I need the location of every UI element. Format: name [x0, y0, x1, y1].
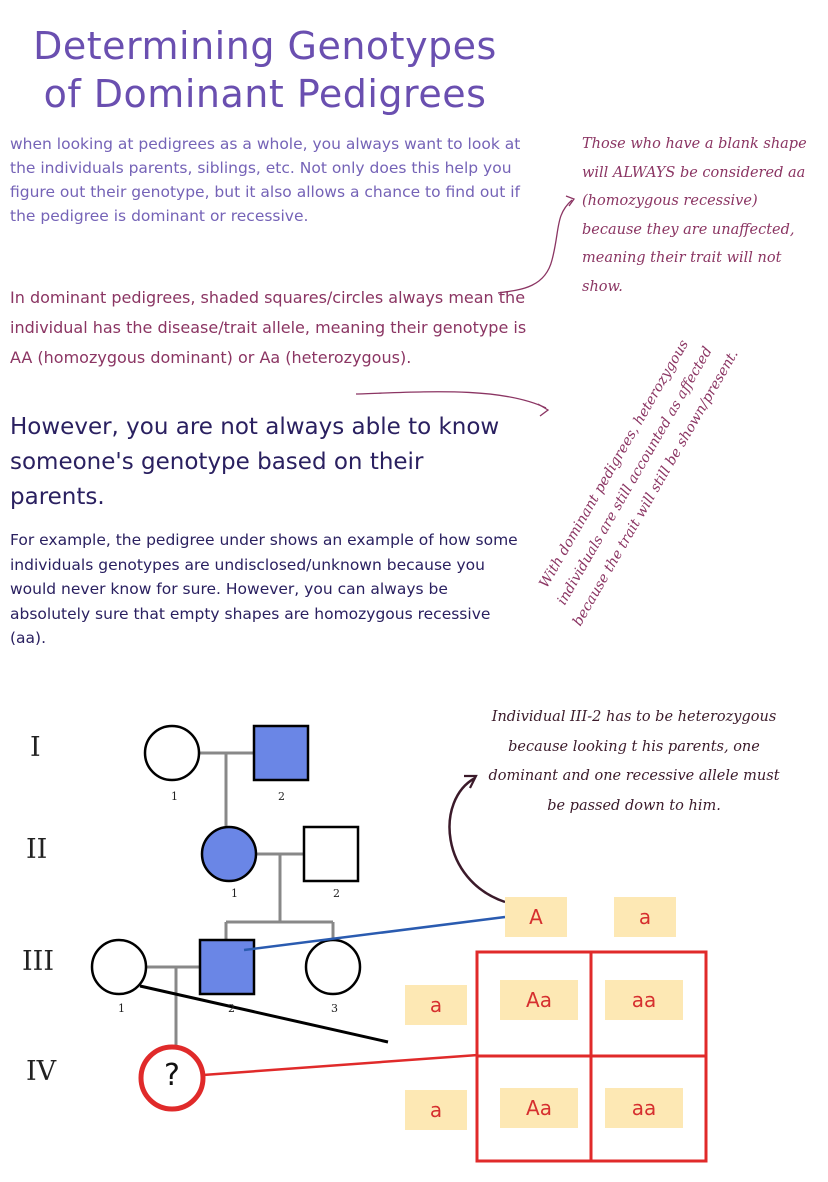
title-line-2: of Dominant Pedigrees: [43, 72, 487, 116]
generation-label-ii: II: [26, 834, 48, 865]
punnett-cell-2-1: Aa: [500, 1088, 578, 1128]
connector-iv-to-punnett: [203, 1055, 478, 1075]
individual-i-2: [254, 726, 308, 780]
individual-ii-1: [202, 827, 256, 881]
punnett-cell-2-2: aa: [605, 1088, 683, 1128]
heterozygous-note: With dominant pedigrees, heterozygous individuals are still accounted as affected because the trait will still be shown/present.: [536, 337, 742, 629]
number-i-1: 1: [171, 790, 178, 803]
arrow-iii2-note: [450, 778, 505, 902]
arrow-blank-note: [498, 200, 572, 293]
number-ii-2: 2: [333, 887, 340, 900]
arrow-hetero-note: [356, 392, 546, 408]
individual-iii2-note: Individual III-2 has to be heterozygous because looking t his parents, one dominant and one recessive allele must be passed down to him.: [488, 709, 780, 814]
generation-label-iii: III: [22, 946, 54, 977]
number-iii-2: 2: [228, 1002, 235, 1015]
number-iii-1: 1: [118, 1002, 125, 1015]
individual-iii-3: [306, 940, 360, 994]
blank-shape-note: Those who have a blank shape will ALWAYS be considered aa (homozygous recessive) because they are unaffected, meaning their trait will not show.: [582, 136, 807, 295]
allele-side-top: a: [405, 985, 467, 1025]
number-ii-1: 1: [231, 887, 238, 900]
allele-side-bottom: a: [405, 1090, 467, 1130]
number-i-2: 2: [278, 790, 285, 803]
unknown-question-mark: ?: [164, 1058, 180, 1093]
example-paragraph: For example, the pedigree under shows an example of how some individuals genotypes are undisclosed/unknown because you would never know for sure. However, you can always be absolutely sure that empty shapes are homozygous recessive (aa).: [10, 531, 518, 647]
punnett-cell-1-1: Aa: [500, 980, 578, 1020]
generation-label-i: I: [30, 732, 41, 763]
however-paragraph: However, you are not always able to know someone's genotype based on their parents.: [10, 414, 500, 510]
intro-paragraph: when looking at pedigrees as a whole, you always want to look at the individuals parents, siblings, etc. Not only does this help you figure out their genotype, but it also allows a chance to find out if the pedigree is dominant or recessive.: [10, 135, 521, 225]
individual-ii-2: [304, 827, 358, 881]
punnett-cell-1-2: aa: [605, 980, 683, 1020]
generation-label-iv: IV: [26, 1056, 57, 1087]
individual-i-1: [145, 726, 199, 780]
allele-top-a-dominant: A: [505, 897, 567, 937]
allele-top-a-recessive: a: [614, 897, 676, 937]
individual-iii-2: [200, 940, 254, 994]
individual-iii-1: [92, 940, 146, 994]
number-iii-3: 3: [331, 1002, 338, 1015]
title-line-1: Determining Genotypes: [33, 24, 497, 68]
dominant-paragraph: In dominant pedigrees, shaded squares/circles always mean the individual has the disease/trait allele, meaning their genotype is AA (homozygous dominant) or Aa (heterozygous).: [10, 288, 527, 367]
